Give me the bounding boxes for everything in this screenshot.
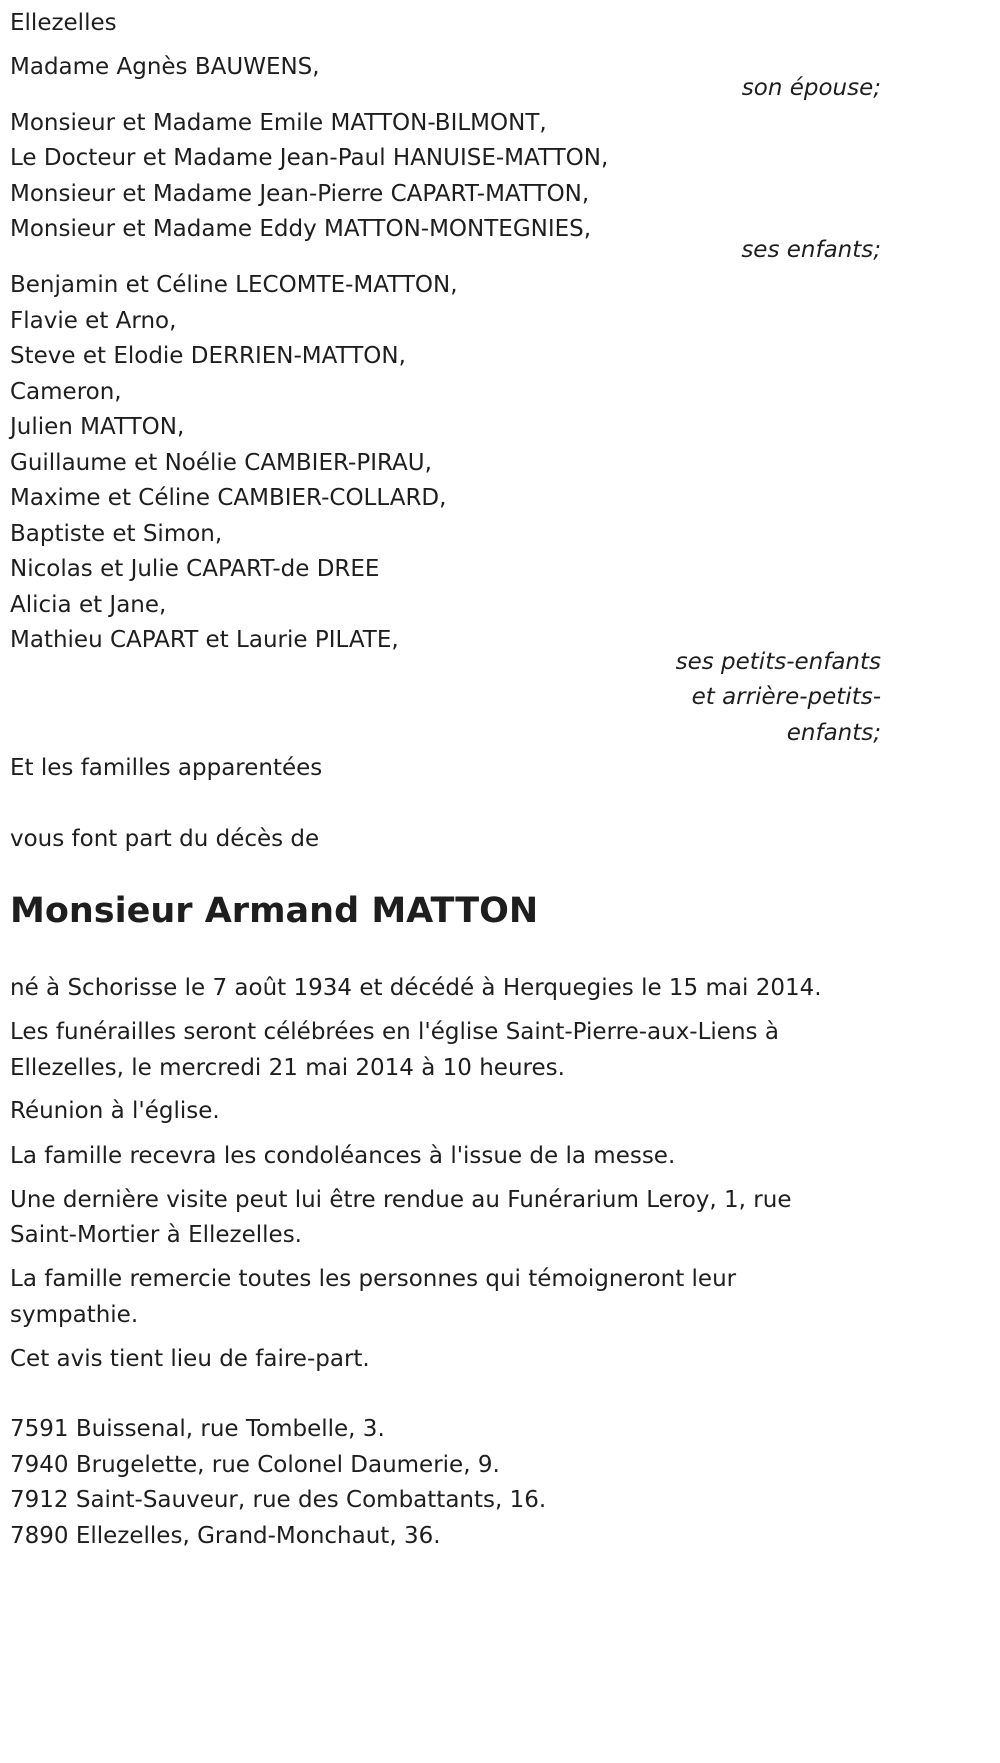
- grandchild-line: Flavie et Arno,: [10, 308, 177, 334]
- grandchild-line: Guillaume et Noélie CAMBIER-PIRAU,: [10, 450, 432, 476]
- spouse-role: son épouse;: [741, 75, 881, 101]
- child-line: Monsieur et Madame Jean-Pierre CAPART-MATTON,: [10, 181, 590, 207]
- detail-line: Une dernière visite peut lui être rendue au Funérarium Leroy, 1, rue: [10, 1187, 792, 1213]
- grandchildren-role-line: et arrière-petits-: [691, 684, 881, 710]
- town: Ellezelles: [10, 10, 117, 36]
- detail-line: sympathie.: [10, 1302, 139, 1328]
- detail-line: La famille remercie toutes les personnes qui témoigneront leur: [10, 1266, 737, 1292]
- child-line: Monsieur et Madame Eddy MATTON-MONTEGNIES,: [10, 216, 592, 242]
- address-line: 7890 Ellezelles, Grand-Monchaut, 36.: [10, 1523, 441, 1549]
- detail-line: Les funérailles seront célébrées en l'église Saint-Pierre-aux-Liens à: [10, 1019, 779, 1045]
- detail-line: Cet avis tient lieu de faire-part.: [10, 1346, 370, 1372]
- detail-line: né à Schorisse le 7 août 1934 et décédé à Herquegies le 15 mai 2014.: [10, 975, 822, 1001]
- grandchild-line: Benjamin et Céline LECOMTE-MATTON,: [10, 272, 458, 298]
- detail-line: Saint-Mortier à Ellezelles.: [10, 1222, 302, 1248]
- deceased-name: Monsieur Armand MATTON: [10, 891, 539, 931]
- detail-line: La famille recevra les condoléances à l'issue de la messe.: [10, 1143, 676, 1169]
- child-line: Monsieur et Madame Emile MATTON-BILMONT,: [10, 110, 547, 136]
- address-line: 7940 Brugelette, rue Colonel Daumerie, 9.: [10, 1452, 500, 1478]
- grandchild-line: Alicia et Jane,: [10, 592, 167, 618]
- grandchild-line: Nicolas et Julie CAPART-de DREE: [10, 556, 380, 582]
- detail-line: Réunion à l'église.: [10, 1098, 220, 1124]
- families: Et les familles apparentées: [10, 755, 323, 781]
- address-line: 7591 Buissenal, rue Tombelle, 3.: [10, 1416, 385, 1442]
- grandchildren-role-line: enfants;: [786, 720, 881, 746]
- spouse-name: Madame Agnès BAUWENS,: [10, 54, 320, 80]
- address-line: 7912 Saint-Sauveur, rue des Combattants, 16.: [10, 1487, 547, 1513]
- announce: vous font part du décès de: [10, 826, 320, 852]
- grandchild-line: Maxime et Céline CAMBIER-COLLARD,: [10, 485, 447, 511]
- grandchild-line: Julien MATTON,: [10, 414, 185, 440]
- grandchild-line: Cameron,: [10, 379, 122, 405]
- grandchild-line: Baptiste et Simon,: [10, 521, 223, 547]
- grandchildren-role-line: ses petits-enfants: [675, 649, 881, 675]
- detail-line: Ellezelles, le mercredi 21 mai 2014 à 10 heures.: [10, 1055, 565, 1081]
- child-line: Le Docteur et Madame Jean-Paul HANUISE-MATTON,: [10, 145, 609, 171]
- children-role: ses enfants;: [741, 237, 881, 263]
- grandchild-line: Steve et Elodie DERRIEN-MATTON,: [10, 343, 406, 369]
- grandchild-line: Mathieu CAPART et Laurie PILATE,: [10, 627, 399, 653]
